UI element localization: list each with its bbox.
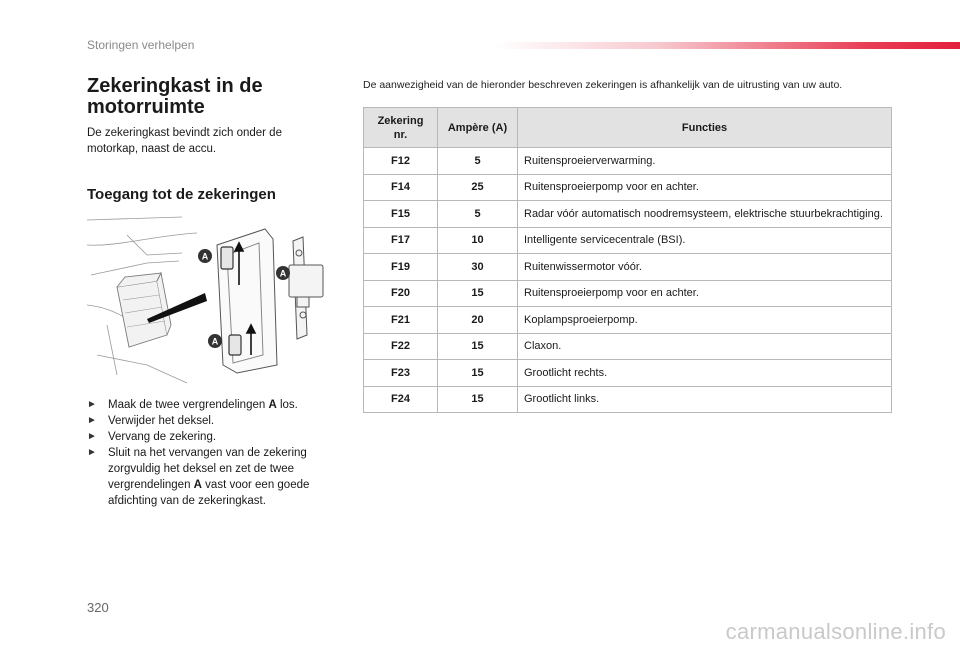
lock-a-bottom [229,335,241,355]
header-fuse-number: Zekering nr. [364,108,438,148]
table-row [364,201,892,228]
label-a-3: A [211,336,219,347]
table-row [364,174,892,201]
step-item: ► Vervang de zekering. [87,431,217,443]
page-number: 320 [87,600,109,615]
fuse-number-cell: F19 [364,254,438,281]
fuse-table [363,107,892,413]
steps-list [87,397,327,509]
fuse-number-cell: F17 [364,227,438,254]
function-cell: Grootlicht links. [518,386,892,413]
table-row [364,254,892,281]
lock-a-top [221,247,233,269]
step-item: ► Maak de twee vergrendelingen A los. [87,399,298,411]
fuse-side-view [289,237,323,339]
function-cell: Intelligente servicecentrale (BSI). [518,227,892,254]
header-ampere: Ampère (A) [438,108,518,148]
table-row [364,386,892,413]
table-row [364,227,892,254]
ampere-cell: 15 [438,333,518,360]
arrow-bullet-icon: ► [87,431,97,442]
function-cell: Claxon. [518,333,892,360]
table-row [364,333,892,360]
page-title: Zekeringkast in de motorruimte [87,75,263,118]
ampere-cell: 5 [438,148,518,175]
function-cell: Ruitensproeierpomp voor en achter. [518,174,892,201]
fuse-number-cell: F22 [364,333,438,360]
header-functions: Functies [518,108,892,148]
equipment-note: De aanwezigheid van de hieronder beschreven zekeringen is afhankelijk van de uitrusting van uw auto. [363,79,843,91]
watermark: carmanualsonline.info [725,619,946,644]
arrow-bullet-icon: ► [87,447,97,458]
intro-text: De zekeringkast bevindt zich onder de motorkap, naast de accu. [87,127,282,155]
arrow-bullet-icon: ► [87,415,97,426]
function-cell: Koplampsproeierpomp. [518,307,892,334]
fuse-number-cell: F14 [364,174,438,201]
subsection-title: Toegang tot de zekeringen [87,186,276,203]
fuse-number-cell: F23 [364,360,438,387]
step-item: ► Verwijder het deksel. [87,415,215,427]
function-cell: Grootlicht rechts. [518,360,892,387]
ampere-cell: 15 [438,280,518,307]
fusebox-illustration [87,215,335,387]
function-cell: Radar vóór automatisch noodremsysteem, elektrische stuurbekrachtiging. [518,201,892,228]
ampere-cell: 15 [438,360,518,387]
label-a-2: A [279,268,287,279]
label-a-1: A [201,251,209,262]
function-cell: Ruitenwissermotor vóór. [518,254,892,281]
fuse-number-cell: F20 [364,280,438,307]
ampere-cell: 15 [438,386,518,413]
ampere-cell: 20 [438,307,518,334]
table-row [364,360,892,387]
arrow-bullet-icon: ► [87,399,97,410]
ampere-cell: 5 [438,201,518,228]
section-title: Storingen verhelpen [87,38,195,52]
fuse-number-cell: F21 [364,307,438,334]
ampere-cell: 25 [438,174,518,201]
header-accent-bar [495,42,960,49]
table-row [364,307,892,334]
table-row [364,280,892,307]
table-header-row [364,108,892,148]
step-item: ► Sluit na het vervangen van de zekering zorgvuldig het deksel en zet de twee vergrendelingen A vast voor een goede afdichting van de zekeringkast. [87,447,310,507]
function-cell: Ruitensproeierverwarming. [518,148,892,175]
table-row [364,148,892,175]
function-cell: Ruitensproeierpomp voor en achter. [518,280,892,307]
ampere-cell: 30 [438,254,518,281]
fuse-number-cell: F24 [364,386,438,413]
fuse-number-cell: F12 [364,148,438,175]
ampere-cell: 10 [438,227,518,254]
fuse-number-cell: F15 [364,201,438,228]
